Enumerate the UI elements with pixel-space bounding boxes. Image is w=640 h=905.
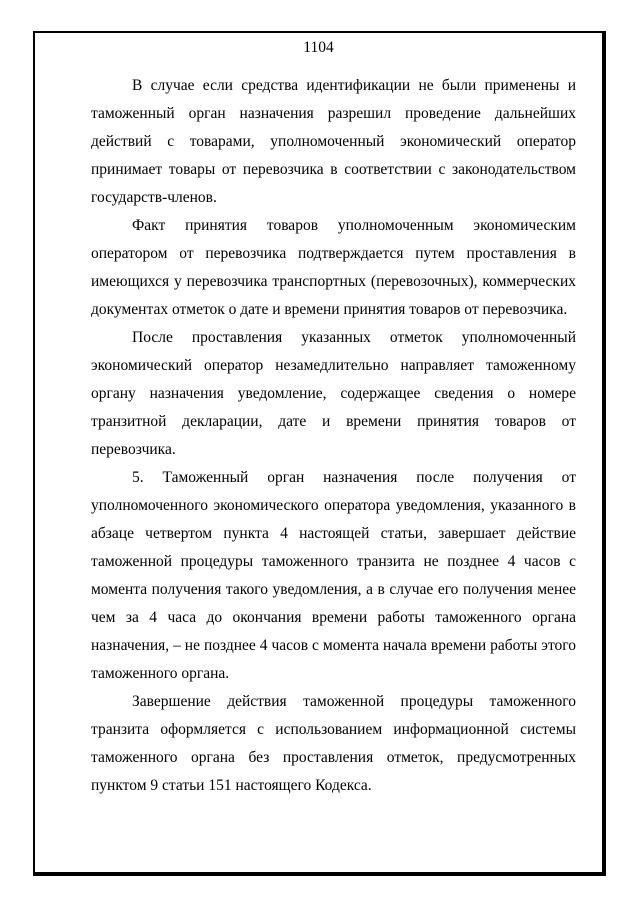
paragraph-5: Завершение действия таможенной процедуры таможенного транзита оформляется с использованием информационной системы таможенного органа без проставления отметок, предусмотренных пунктом 9 статьи 151 настоящего Кодекса. [91, 693, 576, 794]
page-frame [33, 31, 606, 876]
paragraph-4: 5. Таможенный орган назначения после получения от уполномоченного экономического оператора уведомления, указанного в абзаце четвертом пункта 4 настоящей статьи, завершает действие таможенной процедуры таможенного транзита не позднее 4 часов с момента получения такого уведомления, а в случае его получения менее чем за 4 часа до окончания времени работы таможенного органа назначения, – не позднее 4 часов с момента начала времени работы этого таможенного органа. [91, 469, 576, 682]
paragraph-2: Факт принятия товаров уполномоченным экономическим оператором от перевозчика подтверждается путем проставления в имеющихся у перевозчика транспортных (перевозочных), коммерческих документах отметок о дате и времени принятия товаров от перевозчика. [91, 217, 576, 318]
paragraph-3: После проставления указанных отметок уполномоченный экономический оператор незамедлительно направляет таможенному органу назначения уведомление, содержащее сведения о номере транзитной декларации, дате и времени принятия товаров от перевозчика. [91, 329, 576, 458]
document-body [91, 72, 576, 800]
page-number: 1104 [303, 39, 334, 56]
paragraph-1: В случае если средства идентификации не были применены и таможенный орган назначения разрешил проведение дальнейших действий с товарами, уполномоченный экономический оператор принимает товары от перевозчика в соответствии с законодательством государств-членов. [91, 77, 576, 206]
